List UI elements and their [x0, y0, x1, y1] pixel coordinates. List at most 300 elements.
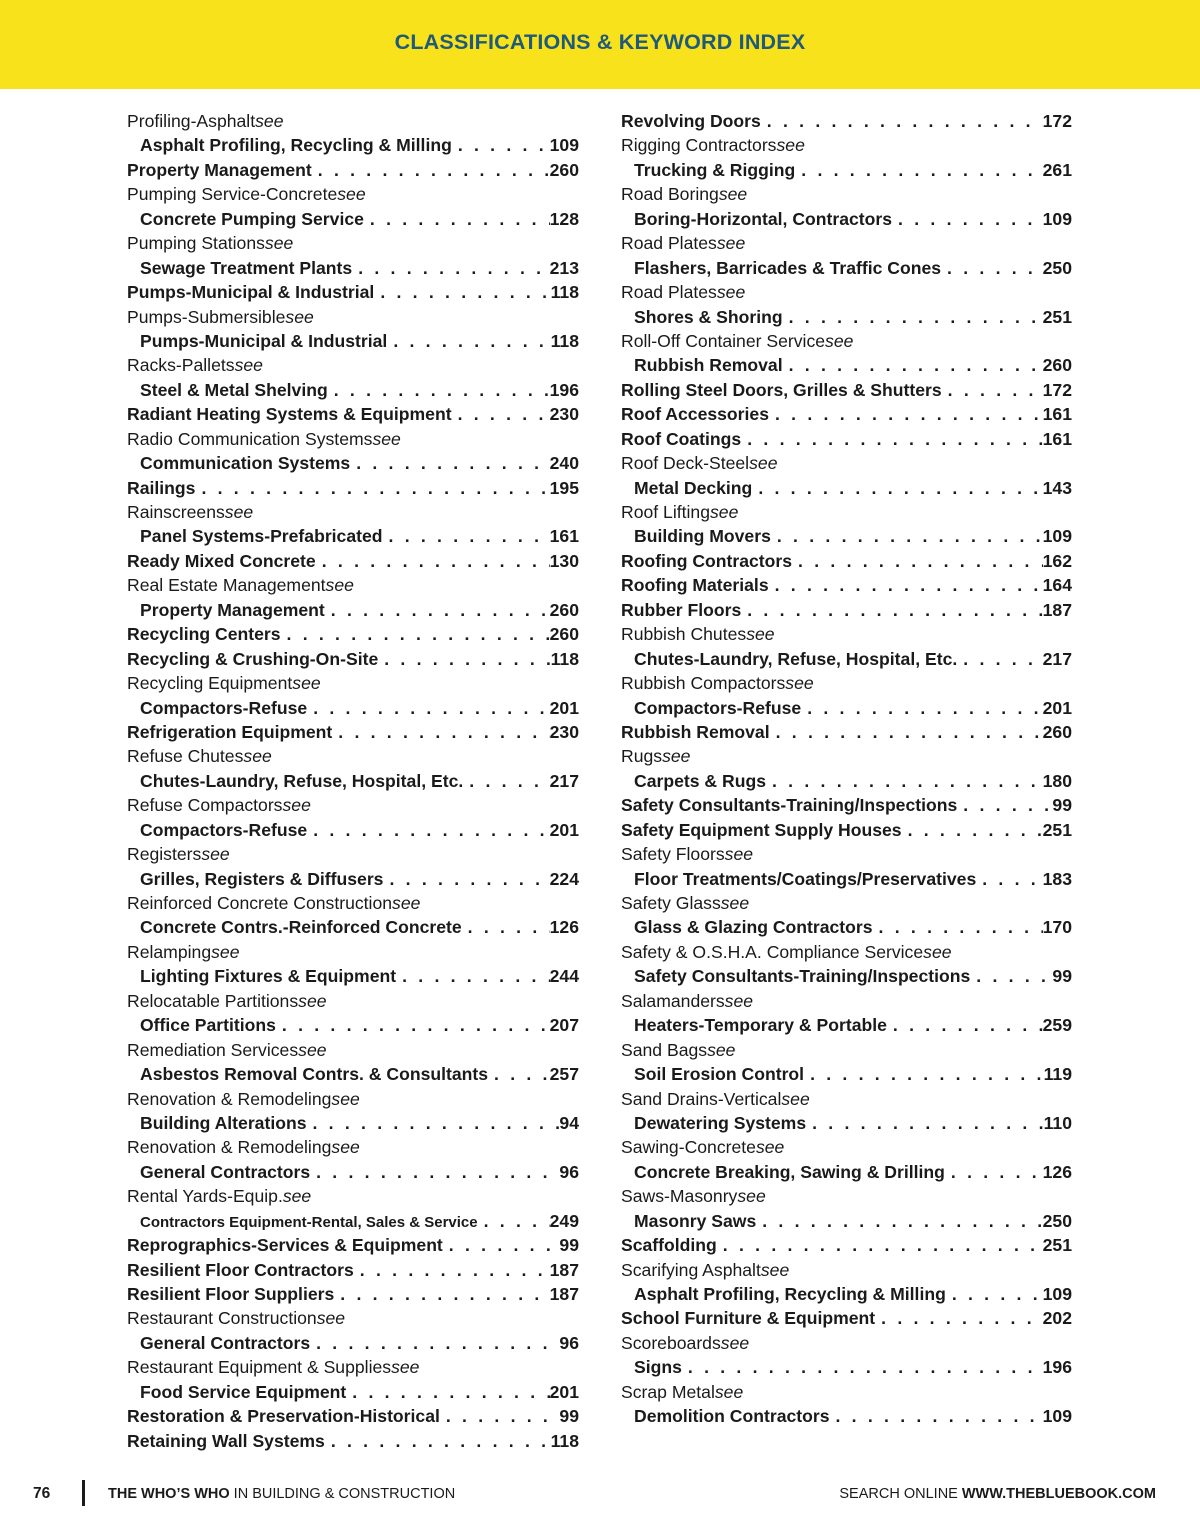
entry-label: Building Movers	[634, 526, 771, 547]
dot-leader	[352, 256, 549, 280]
index-see-reference	[127, 133, 579, 157]
entry-label: Communication Systems	[140, 453, 351, 474]
entry-label: Rubbish Removal	[621, 721, 770, 742]
index-see-entry	[621, 500, 1072, 524]
dot-leader	[312, 158, 550, 182]
dot-leader	[316, 549, 550, 573]
index-see-reference	[621, 964, 1072, 988]
entry-page-number: 109	[1042, 1284, 1072, 1304]
index-see-reference	[621, 1062, 1072, 1086]
entry-label: Scoreboards	[621, 1332, 721, 1353]
entry-label: Asphalt Profiling, Recycling & Milling	[140, 135, 452, 156]
footer-publication	[108, 1486, 455, 1502]
index-entry	[127, 720, 579, 744]
page-title: CLASSIFICATIONS & KEYWORD INDEX	[394, 29, 806, 54]
entry-page-number: 162	[1042, 550, 1072, 571]
entry-label: Road Boring	[621, 184, 719, 205]
index-see-reference	[621, 867, 1072, 891]
index-entry	[621, 573, 1072, 597]
entry-page-number: 119	[1043, 1064, 1072, 1085]
index-see-reference	[127, 1062, 579, 1086]
index-entry	[127, 476, 579, 500]
entry-label: Pumps-Submersible	[127, 306, 286, 327]
entry-label: Sewage Treatment Plants	[140, 257, 353, 278]
see-word: see	[316, 1308, 346, 1329]
entry-label: Safety Consultants-Training/Inspections	[634, 966, 971, 987]
index-see-reference	[127, 451, 579, 475]
index-entry	[621, 402, 1072, 426]
dot-leader	[887, 1013, 1043, 1037]
index-see-entry	[127, 940, 579, 964]
entry-label: Shores & Shoring	[634, 306, 783, 327]
entry-label: Property Management	[140, 599, 325, 620]
entry-label: Radio Communication Systems	[127, 428, 373, 449]
dot-leader	[717, 1233, 1043, 1257]
entry-page-number: 230	[549, 404, 579, 425]
index-see-reference	[127, 1209, 579, 1233]
entry-label: Rubbish Removal	[634, 355, 783, 376]
dot-leader	[783, 305, 1043, 329]
entry-label: Roof Coatings	[621, 428, 742, 449]
entry-label: Panel Systems-Prefabricated	[140, 526, 383, 547]
index-see-reference	[621, 1209, 1072, 1233]
entry-page-number: 172	[1042, 111, 1072, 131]
dot-leader	[756, 1209, 1042, 1233]
entry-page-number: 196	[549, 379, 579, 400]
index-see-reference	[127, 1380, 579, 1404]
entry-page-number: 244	[549, 966, 579, 987]
entry-label: Road Plates	[621, 233, 717, 254]
entry-page-number: 96	[559, 1161, 579, 1182]
index-see-entry	[621, 1380, 1072, 1404]
index-see-reference	[621, 696, 1072, 720]
dot-leader	[970, 964, 1052, 988]
index-see-reference	[621, 207, 1072, 231]
dot-leader	[463, 769, 549, 793]
index-see-entry	[621, 451, 1072, 475]
entry-label: Safety Consultants-Training/Inspections	[621, 795, 958, 816]
index-see-reference	[621, 915, 1072, 939]
entry-page-number: 251	[1042, 306, 1072, 327]
entry-label: Ready Mixed Concrete	[127, 550, 316, 571]
index-see-reference	[127, 378, 579, 402]
index-see-entry	[621, 280, 1072, 304]
entry-label: Building Alterations	[140, 1112, 307, 1133]
entry-label: Concrete Breaking, Sawing & Drilling	[634, 1161, 945, 1182]
entry-page-number: 202	[1042, 1308, 1072, 1329]
entry-label: Pumping Service-Concrete	[127, 184, 338, 205]
index-see-reference	[127, 696, 579, 720]
entry-page-number: 161	[1042, 428, 1072, 449]
dot-leader	[892, 207, 1043, 231]
entry-page-number: 217	[1042, 648, 1072, 669]
entry-page-number: 99	[559, 1406, 579, 1427]
index-see-entry	[127, 231, 579, 255]
index-see-entry	[621, 1331, 1072, 1355]
see-word: see	[331, 1137, 360, 1158]
index-entry	[127, 1429, 579, 1453]
entry-page-number: 164	[1042, 575, 1072, 596]
dot-leader	[325, 598, 550, 622]
entry-label: Chutes-Laundry, Refuse, Hospital, Etc.	[140, 770, 464, 791]
dot-leader	[770, 720, 1043, 744]
index-see-reference	[127, 329, 579, 353]
index-see-reference	[621, 256, 1072, 280]
index-see-entry	[621, 1184, 1072, 1208]
see-word: see	[724, 990, 754, 1011]
entry-page-number: 217	[549, 770, 579, 791]
index-see-reference	[621, 1013, 1072, 1037]
see-word: see	[760, 1259, 790, 1280]
index-entry	[621, 1306, 1072, 1330]
see-word: see	[234, 355, 263, 376]
dot-leader	[769, 402, 1043, 426]
dot-leader	[307, 696, 549, 720]
entry-page-number: 230	[549, 721, 579, 742]
index-see-reference	[621, 1111, 1072, 1135]
dot-leader	[374, 280, 550, 304]
entry-page-number: 109	[1042, 208, 1072, 229]
dot-leader	[195, 476, 549, 500]
index-see-entry	[127, 500, 579, 524]
entry-page-number: 99	[1052, 795, 1072, 816]
entry-label: Asphalt Profiling, Recycling & Milling	[634, 1284, 946, 1304]
see-word: see	[264, 233, 294, 254]
entry-label: Roofing Materials	[621, 575, 769, 596]
dot-leader	[795, 158, 1042, 182]
index-entry	[621, 598, 1072, 622]
entry-page-number: 143	[1042, 477, 1072, 498]
entry-page-number: 96	[559, 1332, 579, 1353]
entry-label: Radiant Heating Systems & Equipment	[127, 404, 452, 425]
index-see-reference	[621, 158, 1072, 182]
entry-label: Refuse Compactors	[127, 795, 283, 816]
entry-label: Compactors-Refuse	[634, 697, 802, 718]
index-see-reference	[127, 1013, 579, 1037]
dot-leader	[440, 1404, 560, 1428]
entry-page-number: 201	[549, 697, 579, 718]
dot-leader	[307, 818, 549, 842]
dot-leader	[478, 1209, 550, 1233]
entry-page-number: 207	[549, 1015, 579, 1036]
entry-label: Pumps-Municipal & Industrial	[140, 330, 388, 351]
entry-label: Refrigeration Equipment	[127, 721, 333, 742]
dot-leader	[752, 476, 1042, 500]
index-column-right	[621, 109, 1072, 1429]
dot-leader	[957, 647, 1042, 671]
index-see-entry	[621, 891, 1072, 915]
entry-page-number: 196	[1042, 1357, 1072, 1378]
index-see-reference	[127, 964, 579, 988]
entry-label: Concrete Pumping Service	[140, 208, 364, 229]
entry-label: Carpets & Rugs	[634, 770, 766, 791]
index-see-entry	[621, 329, 1072, 353]
entry-page-number: 260	[1042, 721, 1072, 742]
see-word: see	[720, 893, 750, 913]
entry-page-number: 128	[549, 208, 579, 229]
entry-label: Pumps-Municipal & Industrial	[127, 282, 375, 303]
entry-page-number: 118	[550, 330, 579, 351]
entry-label: Reinforced Concrete Construction	[127, 893, 393, 913]
dot-leader	[941, 256, 1043, 280]
dot-leader	[741, 427, 1042, 451]
index-entry	[127, 647, 579, 671]
entry-page-number: 118	[550, 282, 579, 303]
index-entry	[621, 427, 1072, 451]
footer-search-url[interactable]: WWW.THEBLUEBOOK.COM	[961, 1486, 1156, 1502]
entry-page-number: 250	[1042, 1210, 1072, 1231]
see-word: see	[211, 941, 240, 962]
index-see-entry	[127, 573, 579, 597]
entry-label: Sand Drains-Vertical	[621, 1088, 782, 1109]
index-see-reference	[621, 647, 1072, 671]
entry-label: Roof Lifting	[621, 502, 710, 522]
index-see-entry	[621, 182, 1072, 206]
index-see-entry	[621, 231, 1072, 255]
entry-label: Food Service Equipment	[140, 1381, 347, 1402]
index-see-reference	[621, 353, 1072, 377]
dot-leader	[873, 915, 1043, 939]
see-word: see	[224, 502, 254, 522]
entry-page-number: 187	[1042, 599, 1072, 620]
dot-leader	[804, 1062, 1044, 1086]
dot-leader	[325, 1429, 551, 1453]
entry-label: Sand Bags	[621, 1039, 708, 1060]
entry-page-number: 260	[549, 599, 579, 620]
index-see-reference	[621, 769, 1072, 793]
entry-label: Steel & Metal Shelving	[140, 379, 328, 400]
entry-label: Roof Accessories	[621, 404, 769, 425]
entry-label: Rubbish Compactors	[621, 673, 786, 694]
see-word: see	[716, 282, 746, 303]
entry-page-number: 224	[549, 868, 579, 889]
entry-page-number: 126	[1042, 1161, 1072, 1182]
entry-label: School Furniture & Equipment	[621, 1308, 876, 1329]
entry-label: Renovation & Remodeling	[127, 1137, 332, 1158]
index-see-reference	[621, 305, 1072, 329]
see-word: see	[825, 330, 854, 351]
entry-page-number: 201	[549, 819, 579, 840]
entry-label: Asbestos Removal Contrs. & Consultants	[140, 1064, 489, 1085]
see-word: see	[776, 135, 805, 156]
dot-leader	[957, 793, 1052, 817]
entry-label: Boring-Horizontal, Contractors	[634, 208, 893, 229]
entry-page-number: 201	[549, 1381, 579, 1402]
entry-label: Office Partitions	[140, 1015, 276, 1036]
entry-label: Salamanders	[621, 990, 725, 1011]
see-word: see	[372, 428, 401, 449]
dot-leader	[488, 1062, 550, 1086]
index-see-reference	[127, 915, 579, 939]
entry-page-number: 187	[549, 1259, 579, 1280]
entry-label: Rubber Floors	[621, 599, 742, 620]
entry-label: Racks-Pallets	[127, 355, 235, 376]
dot-leader	[875, 1306, 1043, 1330]
see-word: see	[282, 1186, 312, 1207]
index-entry	[621, 109, 1072, 133]
see-word: see	[923, 941, 952, 962]
entry-page-number: 161	[549, 526, 579, 547]
entry-page-number: 260	[1042, 355, 1072, 376]
index-see-reference	[127, 1160, 579, 1184]
see-word: see	[720, 1332, 750, 1353]
index-see-entry	[127, 891, 579, 915]
entry-label: Concrete Contrs.-Reinforced Concrete	[140, 917, 462, 938]
index-see-entry	[127, 1355, 579, 1379]
entry-label: Compactors-Refuse	[140, 819, 308, 840]
entry-label: Sawing-Concrete	[621, 1137, 756, 1158]
entry-page-number: 261	[1042, 159, 1072, 180]
index-see-entry	[621, 1258, 1072, 1282]
entry-label: Roll-Off Container Service	[621, 330, 826, 351]
entry-label: Dewatering Systems	[634, 1112, 807, 1133]
entry-label: Scarifying Asphalt	[621, 1259, 761, 1280]
index-see-reference	[127, 818, 579, 842]
entry-page-number: 170	[1042, 917, 1072, 938]
see-word: see	[298, 1039, 327, 1060]
entry-page-number: 201	[1042, 697, 1072, 718]
entry-label: Recycling Equipment	[127, 673, 293, 694]
entry-page-number: 109	[1042, 1406, 1072, 1427]
dot-leader	[364, 207, 550, 231]
footer-publication-rest: IN BUILDING & CONSTRUCTION	[233, 1486, 456, 1502]
dot-leader	[310, 1160, 559, 1184]
index-see-entry	[127, 305, 579, 329]
index-entry	[621, 378, 1072, 402]
entry-page-number: 260	[549, 159, 579, 180]
entry-label: Retaining Wall Systems	[127, 1430, 325, 1451]
index-entry	[127, 402, 579, 426]
see-word: see	[710, 502, 739, 522]
entry-label: Relamping	[127, 941, 212, 962]
index-see-reference	[621, 476, 1072, 500]
see-word: see	[325, 575, 354, 596]
dot-leader	[443, 1233, 560, 1257]
index-see-reference	[621, 1282, 1072, 1306]
index-see-reference	[127, 598, 579, 622]
entry-label: Property Management	[127, 159, 312, 180]
entry-label: Refuse Chutes	[127, 746, 244, 767]
index-see-entry	[621, 744, 1072, 768]
entry-label: Road Plates	[621, 282, 717, 303]
see-word: see	[746, 624, 775, 645]
index-see-entry	[127, 1038, 579, 1062]
see-word: see	[714, 1381, 744, 1402]
entry-label: Restoration & Preservation-Historical	[127, 1406, 440, 1427]
entry-label: Roof Deck-Steel	[621, 453, 750, 474]
entry-page-number: 99	[1052, 966, 1072, 987]
dot-leader	[346, 1380, 549, 1404]
entry-label: Scaffolding	[621, 1235, 717, 1256]
index-see-entry	[127, 842, 579, 866]
entry-label: Lighting Fixtures & Equipment	[140, 966, 397, 987]
entry-page-number: 187	[549, 1284, 579, 1304]
entry-label: Contractors Equipment-Rental, Sales & Service	[140, 1213, 478, 1231]
see-word: see	[391, 1357, 420, 1378]
entry-page-number: 251	[1042, 1235, 1072, 1256]
see-word: see	[201, 844, 230, 865]
see-word: see	[718, 184, 748, 205]
entry-label: Demolition Contractors	[634, 1406, 830, 1427]
see-word: see	[716, 233, 746, 254]
index-entry	[621, 720, 1072, 744]
footer-publication-bold: THE WHO’S WHO	[108, 1486, 230, 1502]
index-see-entry	[621, 1038, 1072, 1062]
index-see-entry	[621, 940, 1072, 964]
entry-page-number: 126	[549, 917, 579, 938]
see-word: see	[737, 1186, 766, 1207]
dot-leader	[281, 622, 550, 646]
entry-page-number: 99	[559, 1235, 579, 1256]
see-word: see	[785, 673, 814, 694]
entry-page-number: 250	[1042, 257, 1072, 278]
dot-leader	[830, 1404, 1043, 1428]
entry-label: Profiling-Asphalt	[127, 111, 256, 131]
dot-leader	[769, 573, 1043, 597]
footer-search	[839, 1486, 1156, 1502]
dot-leader	[976, 867, 1042, 891]
footer-divider	[82, 1480, 85, 1506]
entry-label: Trucking & Rigging	[634, 159, 796, 180]
index-see-entry	[621, 1135, 1072, 1159]
dot-leader	[310, 1331, 559, 1355]
index-see-entry	[127, 1306, 579, 1330]
entry-label: Reprographics-Services & Equipment	[127, 1235, 443, 1256]
entry-label: Resilient Floor Suppliers	[127, 1284, 335, 1304]
see-word: see	[755, 1137, 785, 1158]
index-see-entry	[621, 1087, 1072, 1111]
index-see-reference	[127, 1331, 579, 1355]
index-see-entry	[127, 989, 579, 1013]
entry-label: Relocatable Partitions	[127, 990, 299, 1011]
entry-label: Rugs	[621, 746, 663, 767]
entry-label: Compactors-Refuse	[140, 697, 308, 718]
see-word: see	[282, 795, 311, 816]
entry-page-number: 259	[1042, 1015, 1072, 1036]
entry-label: Saws-Masonry	[621, 1186, 738, 1207]
entry-label: Rental Yards-Equip.	[127, 1186, 283, 1207]
entry-label: Safety Equipment Supply Houses	[621, 819, 902, 840]
index-see-entry	[621, 989, 1072, 1013]
dot-leader	[334, 1282, 549, 1306]
entry-page-number: 161	[1042, 404, 1072, 425]
entry-label: Masonry Saws	[634, 1210, 757, 1231]
entry-page-number: 260	[549, 624, 579, 645]
index-see-entry	[127, 353, 579, 377]
index-see-reference	[621, 524, 1072, 548]
dot-leader	[350, 451, 549, 475]
index-see-entry	[127, 427, 579, 451]
see-word: see	[337, 184, 366, 205]
entry-label: Pumping Stations	[127, 233, 265, 254]
dot-leader	[766, 769, 1043, 793]
index-see-entry	[127, 793, 579, 817]
entry-label: Floor Treatments/Coatings/Preservatives	[634, 868, 977, 889]
dot-leader	[902, 818, 1043, 842]
entry-label: Rubbish Chutes	[621, 624, 747, 645]
dot-leader	[801, 696, 1042, 720]
index-see-reference	[127, 1111, 579, 1135]
index-entry	[127, 1258, 579, 1282]
index-see-reference	[127, 769, 579, 793]
dot-leader	[946, 1282, 1043, 1306]
entry-page-number: 94	[559, 1112, 579, 1133]
see-word: see	[707, 1039, 736, 1060]
entry-page-number: 183	[1042, 868, 1072, 889]
see-word: see	[724, 844, 754, 865]
entry-label: Revolving Doors	[621, 111, 761, 131]
dot-leader	[741, 598, 1042, 622]
